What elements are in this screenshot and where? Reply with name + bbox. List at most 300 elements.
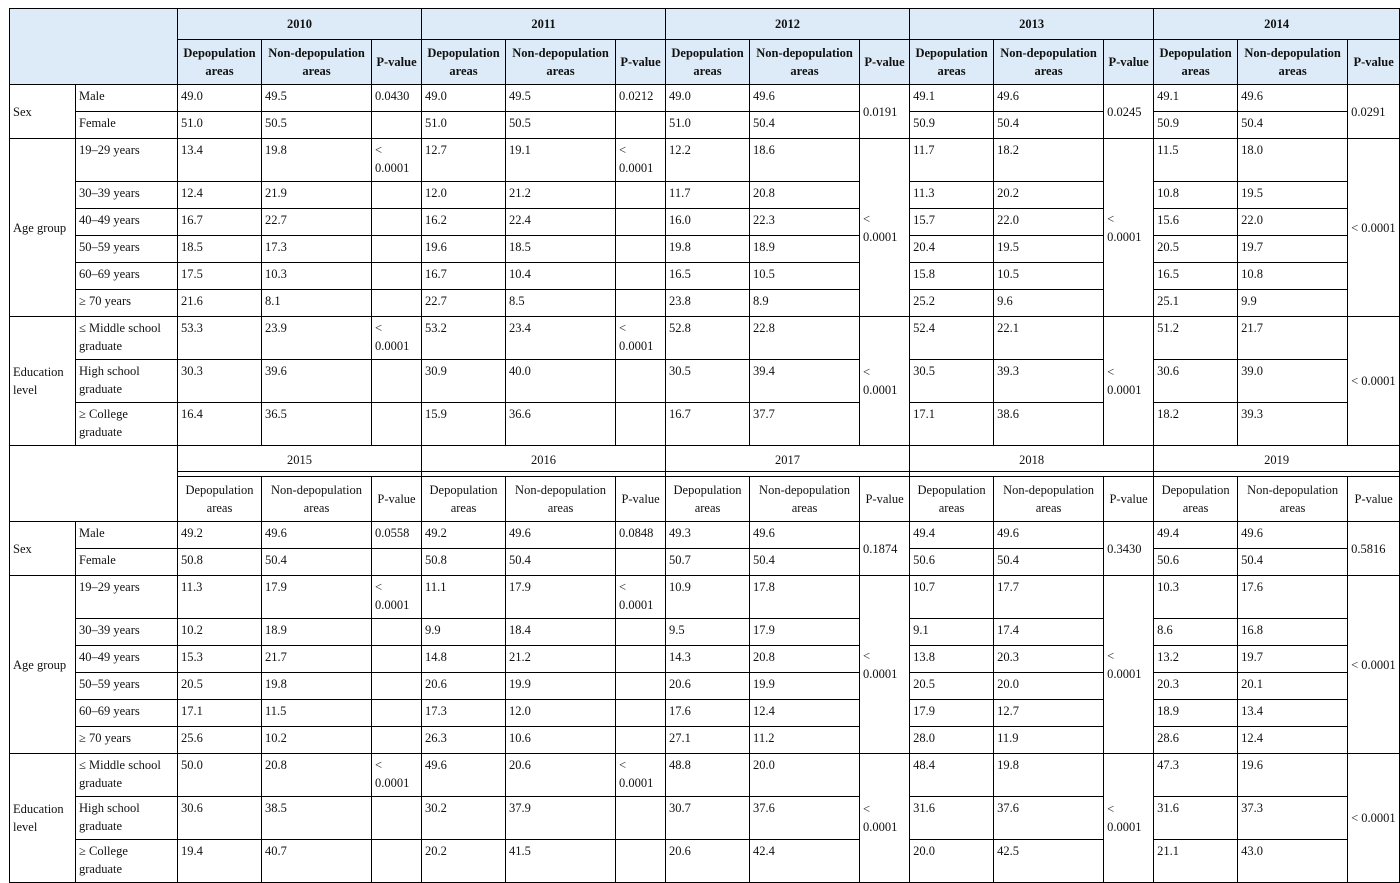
value-non-depopulation: 19.8 xyxy=(262,673,372,700)
col-header-non-depopulation: Non-depopulation areas xyxy=(750,477,860,522)
value-non-depopulation: 50.4 xyxy=(994,549,1104,576)
p-value-empty xyxy=(372,290,422,317)
value-depopulation: 53.2 xyxy=(422,317,506,360)
col-header-p-value: P-value xyxy=(860,40,910,85)
value-non-depopulation: 19.6 xyxy=(1238,754,1348,797)
value-depopulation: 20.2 xyxy=(422,840,506,883)
age-row-label: 60–69 years xyxy=(76,263,178,290)
value-depopulation: 11.7 xyxy=(910,139,994,182)
year-label: 2015 xyxy=(178,451,421,472)
p-value: 0.0430 xyxy=(372,85,422,112)
value-non-depopulation: 37.6 xyxy=(750,797,860,840)
p-value-empty xyxy=(616,727,666,754)
value-non-depopulation: 19.7 xyxy=(1238,646,1348,673)
value-depopulation: 19.4 xyxy=(178,840,262,883)
value-depopulation: 30.5 xyxy=(666,360,750,403)
edu-row-label: High school graduate xyxy=(76,797,178,840)
value-depopulation: 16.5 xyxy=(1154,263,1238,290)
corner-cell xyxy=(10,446,178,522)
year-label: 2016 xyxy=(422,451,665,472)
p-value: 0.1874 xyxy=(860,522,910,576)
table-row xyxy=(10,797,1400,840)
col-header-p-value: P-value xyxy=(1104,40,1154,85)
p-value-empty xyxy=(616,673,666,700)
value-depopulation: 13.4 xyxy=(178,139,262,182)
table-row xyxy=(10,236,1400,263)
table-row xyxy=(10,673,1400,700)
p-value-empty xyxy=(616,549,666,576)
table-row xyxy=(10,576,1400,619)
value-depopulation: 50.6 xyxy=(1154,549,1238,576)
col-header-non-depopulation: Non-depopulation areas xyxy=(506,40,616,85)
value-depopulation: 15.6 xyxy=(1154,209,1238,236)
value-depopulation: 51.0 xyxy=(422,112,506,139)
p-value-empty xyxy=(372,236,422,263)
value-non-depopulation: 10.3 xyxy=(262,263,372,290)
value-depopulation: 15.9 xyxy=(422,403,506,446)
value-non-depopulation: 21.7 xyxy=(262,646,372,673)
value-depopulation: 50.8 xyxy=(422,549,506,576)
value-depopulation: 10.9 xyxy=(666,576,750,619)
sex-row-label: Male xyxy=(76,522,178,549)
value-depopulation: 28.0 xyxy=(910,727,994,754)
table-row xyxy=(10,403,1400,446)
value-depopulation: 21.6 xyxy=(178,290,262,317)
value-non-depopulation: 17.9 xyxy=(262,576,372,619)
p-value-empty xyxy=(616,403,666,446)
p-value: < 0.0001 xyxy=(616,139,666,182)
value-non-depopulation: 18.6 xyxy=(750,139,860,182)
p-value: < 0.0001 xyxy=(1104,576,1154,754)
sex-group-label: Sex xyxy=(10,85,76,139)
value-depopulation: 48.4 xyxy=(910,754,994,797)
value-non-depopulation: 12.7 xyxy=(994,700,1104,727)
table-row xyxy=(10,446,1400,477)
col-header-p-value: P-value xyxy=(1348,477,1400,522)
value-non-depopulation: 21.9 xyxy=(262,182,372,209)
value-non-depopulation: 20.0 xyxy=(750,754,860,797)
value-non-depopulation: 42.4 xyxy=(750,840,860,883)
year-label: 2017 xyxy=(666,451,909,472)
value-depopulation: 9.9 xyxy=(422,619,506,646)
age-group-label: Age group xyxy=(10,139,76,317)
value-non-depopulation: 39.6 xyxy=(262,360,372,403)
p-value-empty xyxy=(372,727,422,754)
p-value: < 0.0001 xyxy=(860,576,910,754)
value-depopulation: 49.1 xyxy=(910,85,994,112)
value-depopulation: 17.3 xyxy=(422,700,506,727)
value-non-depopulation: 43.0 xyxy=(1238,840,1348,883)
table-row xyxy=(10,549,1400,576)
year-header xyxy=(666,446,910,477)
value-depopulation: 19.8 xyxy=(666,236,750,263)
value-depopulation: 49.1 xyxy=(1154,85,1238,112)
value-depopulation: 13.2 xyxy=(1154,646,1238,673)
value-depopulation: 50.0 xyxy=(178,754,262,797)
value-depopulation: 18.5 xyxy=(178,236,262,263)
value-depopulation: 20.0 xyxy=(910,840,994,883)
value-depopulation: 10.7 xyxy=(910,576,994,619)
value-depopulation: 49.2 xyxy=(178,522,262,549)
value-depopulation: 11.3 xyxy=(910,182,994,209)
value-depopulation: 49.4 xyxy=(1154,522,1238,549)
value-depopulation: 17.6 xyxy=(666,700,750,727)
col-header-non-depopulation: Non-depopulation areas xyxy=(994,40,1104,85)
col-header-depopulation: Depopulation areas xyxy=(666,40,750,85)
table-row xyxy=(10,522,1400,549)
value-depopulation: 31.6 xyxy=(910,797,994,840)
value-non-depopulation: 50.4 xyxy=(1238,549,1348,576)
table-row xyxy=(10,754,1400,797)
value-depopulation: 19.6 xyxy=(422,236,506,263)
value-non-depopulation: 20.8 xyxy=(750,182,860,209)
p-value: 0.0291 xyxy=(1348,85,1400,139)
value-depopulation: 10.2 xyxy=(178,619,262,646)
value-non-depopulation: 21.2 xyxy=(506,182,616,209)
value-depopulation: 15.7 xyxy=(910,209,994,236)
value-depopulation: 49.0 xyxy=(178,85,262,112)
col-header-non-depopulation: Non-depopulation areas xyxy=(262,477,372,522)
value-non-depopulation: 49.6 xyxy=(750,522,860,549)
value-non-depopulation: 12.0 xyxy=(506,700,616,727)
value-depopulation: 27.1 xyxy=(666,727,750,754)
value-non-depopulation: 18.9 xyxy=(262,619,372,646)
p-value-empty xyxy=(616,236,666,263)
corner-cell xyxy=(10,9,178,85)
p-value: < 0.0001 xyxy=(860,754,910,883)
p-value-empty xyxy=(372,112,422,139)
value-non-depopulation: 21.7 xyxy=(1238,317,1348,360)
p-value: 0.0212 xyxy=(616,85,666,112)
value-non-depopulation: 49.6 xyxy=(994,522,1104,549)
age-row-label: 40–49 years xyxy=(76,646,178,673)
value-depopulation: 11.7 xyxy=(666,182,750,209)
edu-group-label: Education level xyxy=(10,754,76,883)
year-header: 2013 xyxy=(910,9,1154,40)
p-value-empty xyxy=(372,182,422,209)
value-depopulation: 14.3 xyxy=(666,646,750,673)
year-header xyxy=(1154,446,1400,477)
age-row-label: 50–59 years xyxy=(76,673,178,700)
p-value: 0.0191 xyxy=(860,85,910,139)
value-non-depopulation: 18.0 xyxy=(1238,139,1348,182)
value-depopulation: 17.9 xyxy=(910,700,994,727)
value-non-depopulation: 37.3 xyxy=(1238,797,1348,840)
value-non-depopulation: 39.3 xyxy=(1238,403,1348,446)
value-non-depopulation: 21.2 xyxy=(506,646,616,673)
value-non-depopulation: 19.5 xyxy=(1238,182,1348,209)
value-depopulation: 30.6 xyxy=(178,797,262,840)
table-container xyxy=(9,8,1399,883)
p-value-empty xyxy=(372,549,422,576)
table-row xyxy=(10,727,1400,754)
p-value: < 0.0001 xyxy=(1348,754,1400,883)
value-depopulation: 50.9 xyxy=(910,112,994,139)
p-value: 0.0245 xyxy=(1104,85,1154,139)
value-non-depopulation: 22.1 xyxy=(994,317,1104,360)
p-value-empty xyxy=(372,619,422,646)
table-row xyxy=(10,112,1400,139)
value-depopulation: 14.8 xyxy=(422,646,506,673)
p-value: < 0.0001 xyxy=(372,317,422,360)
value-non-depopulation: 17.9 xyxy=(750,619,860,646)
p-value-empty xyxy=(372,840,422,883)
p-value: < 0.0001 xyxy=(1104,317,1154,446)
value-depopulation: 16.5 xyxy=(666,263,750,290)
value-depopulation: 16.7 xyxy=(178,209,262,236)
p-value-empty xyxy=(616,619,666,646)
col-header-depopulation: Depopulation areas xyxy=(178,477,262,522)
value-non-depopulation: 17.7 xyxy=(994,576,1104,619)
value-depopulation: 20.5 xyxy=(1154,236,1238,263)
value-depopulation: 52.8 xyxy=(666,317,750,360)
value-non-depopulation: 38.6 xyxy=(994,403,1104,446)
value-depopulation: 9.5 xyxy=(666,619,750,646)
value-depopulation: 50.6 xyxy=(910,549,994,576)
value-depopulation: 30.6 xyxy=(1154,360,1238,403)
edu-row-label: ≥ College graduate xyxy=(76,840,178,883)
value-depopulation: 18.2 xyxy=(1154,403,1238,446)
p-value: < 0.0001 xyxy=(1104,139,1154,317)
value-depopulation: 50.8 xyxy=(178,549,262,576)
value-non-depopulation: 50.4 xyxy=(750,112,860,139)
value-non-depopulation: 50.4 xyxy=(506,549,616,576)
value-depopulation: 49.4 xyxy=(910,522,994,549)
value-non-depopulation: 19.1 xyxy=(506,139,616,182)
value-non-depopulation: 20.6 xyxy=(506,754,616,797)
value-depopulation: 11.3 xyxy=(178,576,262,619)
value-non-depopulation: 20.2 xyxy=(994,182,1104,209)
edu-row-label: High school graduate xyxy=(76,360,178,403)
value-non-depopulation: 22.3 xyxy=(750,209,860,236)
table-row xyxy=(10,360,1400,403)
p-value: < 0.0001 xyxy=(372,576,422,619)
age-row-label: 60–69 years xyxy=(76,700,178,727)
col-header-non-depopulation: Non-depopulation areas xyxy=(262,40,372,85)
col-header-depopulation: Depopulation areas xyxy=(910,477,994,522)
value-depopulation: 30.7 xyxy=(666,797,750,840)
value-non-depopulation: 39.0 xyxy=(1238,360,1348,403)
p-value-empty xyxy=(372,797,422,840)
value-depopulation: 49.2 xyxy=(422,522,506,549)
value-non-depopulation: 50.4 xyxy=(994,112,1104,139)
value-depopulation: 49.3 xyxy=(666,522,750,549)
value-depopulation: 10.8 xyxy=(1154,182,1238,209)
p-value: < 0.0001 xyxy=(1348,576,1400,754)
value-depopulation: 10.3 xyxy=(1154,576,1238,619)
value-non-depopulation: 9.9 xyxy=(1238,290,1348,317)
value-depopulation: 12.7 xyxy=(422,139,506,182)
table-row xyxy=(10,85,1400,112)
p-value: < 0.0001 xyxy=(1348,317,1400,446)
col-header-depopulation: Depopulation areas xyxy=(666,477,750,522)
table-row xyxy=(10,700,1400,727)
p-value-empty xyxy=(372,263,422,290)
value-non-depopulation: 49.6 xyxy=(994,85,1104,112)
value-non-depopulation: 8.5 xyxy=(506,290,616,317)
value-non-depopulation: 9.6 xyxy=(994,290,1104,317)
value-non-depopulation: 23.9 xyxy=(262,317,372,360)
year-header: 2010 xyxy=(178,9,422,40)
value-non-depopulation: 19.8 xyxy=(994,754,1104,797)
p-value: < 0.0001 xyxy=(860,139,910,317)
col-header-p-value: P-value xyxy=(372,477,422,522)
value-non-depopulation: 22.0 xyxy=(1238,209,1348,236)
value-depopulation: 17.1 xyxy=(178,700,262,727)
col-header-depopulation: Depopulation areas xyxy=(1154,477,1238,522)
p-value-empty xyxy=(372,209,422,236)
value-depopulation: 49.6 xyxy=(422,754,506,797)
value-non-depopulation: 13.4 xyxy=(1238,700,1348,727)
value-depopulation: 25.1 xyxy=(1154,290,1238,317)
value-non-depopulation: 12.4 xyxy=(750,700,860,727)
p-value: 0.5816 xyxy=(1348,522,1400,576)
p-value: < 0.0001 xyxy=(372,139,422,182)
value-non-depopulation: 19.9 xyxy=(750,673,860,700)
edu-row-label: ≥ College graduate xyxy=(76,403,178,446)
value-non-depopulation: 18.4 xyxy=(506,619,616,646)
col-header-depopulation: Depopulation areas xyxy=(422,40,506,85)
value-non-depopulation: 16.8 xyxy=(1238,619,1348,646)
value-non-depopulation: 36.5 xyxy=(262,403,372,446)
col-header-depopulation: Depopulation areas xyxy=(1154,40,1238,85)
year-header xyxy=(422,446,666,477)
value-non-depopulation: 17.3 xyxy=(262,236,372,263)
demographics-table xyxy=(9,8,1400,883)
value-depopulation: 50.7 xyxy=(666,549,750,576)
value-depopulation: 16.0 xyxy=(666,209,750,236)
value-non-depopulation: 12.4 xyxy=(1238,727,1348,754)
value-non-depopulation: 42.5 xyxy=(994,840,1104,883)
value-non-depopulation: 38.5 xyxy=(262,797,372,840)
value-non-depopulation: 39.4 xyxy=(750,360,860,403)
year-header: 2011 xyxy=(422,9,666,40)
p-value-empty xyxy=(372,403,422,446)
p-value-empty xyxy=(372,360,422,403)
value-non-depopulation: 18.9 xyxy=(750,236,860,263)
value-non-depopulation: 50.4 xyxy=(262,549,372,576)
value-non-depopulation: 17.8 xyxy=(750,576,860,619)
year-header: 2014 xyxy=(1154,9,1400,40)
value-non-depopulation: 17.6 xyxy=(1238,576,1348,619)
year-label: 2019 xyxy=(1154,451,1399,472)
p-value-empty xyxy=(616,263,666,290)
col-header-non-depopulation: Non-depopulation areas xyxy=(506,477,616,522)
p-value-empty xyxy=(372,673,422,700)
p-value-empty xyxy=(616,182,666,209)
table-row xyxy=(10,290,1400,317)
value-depopulation: 47.3 xyxy=(1154,754,1238,797)
p-value-empty xyxy=(616,797,666,840)
value-non-depopulation: 10.6 xyxy=(506,727,616,754)
col-header-p-value: P-value xyxy=(372,40,422,85)
age-row-label: ≥ 70 years xyxy=(76,727,178,754)
col-header-p-value: P-value xyxy=(1348,40,1400,85)
p-value-empty xyxy=(616,360,666,403)
value-depopulation: 49.0 xyxy=(666,85,750,112)
value-non-depopulation: 8.9 xyxy=(750,290,860,317)
value-depopulation: 12.0 xyxy=(422,182,506,209)
value-depopulation: 30.5 xyxy=(910,360,994,403)
table-row xyxy=(10,646,1400,673)
col-header-non-depopulation: Non-depopulation areas xyxy=(994,477,1104,522)
p-value-empty xyxy=(616,700,666,727)
value-depopulation: 17.1 xyxy=(910,403,994,446)
col-header-p-value: P-value xyxy=(1104,477,1154,522)
p-value: < 0.0001 xyxy=(616,754,666,797)
value-non-depopulation: 11.5 xyxy=(262,700,372,727)
p-value-empty xyxy=(616,840,666,883)
value-depopulation: 20.4 xyxy=(910,236,994,263)
value-non-depopulation: 10.4 xyxy=(506,263,616,290)
value-depopulation: 52.4 xyxy=(910,317,994,360)
p-value: < 0.0001 xyxy=(372,754,422,797)
value-depopulation: 12.2 xyxy=(666,139,750,182)
value-depopulation: 16.7 xyxy=(422,263,506,290)
year-header xyxy=(178,446,422,477)
value-depopulation: 25.6 xyxy=(178,727,262,754)
sex-row-label: Male xyxy=(76,85,178,112)
p-value: < 0.0001 xyxy=(1348,139,1400,317)
value-depopulation: 20.5 xyxy=(910,673,994,700)
value-depopulation: 48.8 xyxy=(666,754,750,797)
p-value: < 0.0001 xyxy=(616,317,666,360)
value-non-depopulation: 50.5 xyxy=(262,112,372,139)
value-non-depopulation: 11.2 xyxy=(750,727,860,754)
col-header-depopulation: Depopulation areas xyxy=(910,40,994,85)
value-depopulation: 11.5 xyxy=(1154,139,1238,182)
col-header-non-depopulation: Non-depopulation areas xyxy=(750,40,860,85)
value-depopulation: 30.9 xyxy=(422,360,506,403)
value-depopulation: 51.2 xyxy=(1154,317,1238,360)
p-value-empty xyxy=(616,290,666,317)
value-non-depopulation: 19.9 xyxy=(506,673,616,700)
value-non-depopulation: 23.4 xyxy=(506,317,616,360)
age-row-label: 30–39 years xyxy=(76,619,178,646)
value-non-depopulation: 20.1 xyxy=(1238,673,1348,700)
value-non-depopulation: 18.2 xyxy=(994,139,1104,182)
value-depopulation: 50.9 xyxy=(1154,112,1238,139)
value-depopulation: 30.2 xyxy=(422,797,506,840)
value-non-depopulation: 22.7 xyxy=(262,209,372,236)
col-header-depopulation: Depopulation areas xyxy=(178,40,262,85)
table-row xyxy=(10,209,1400,236)
value-non-depopulation: 49.6 xyxy=(1238,522,1348,549)
age-row-label: ≥ 70 years xyxy=(76,290,178,317)
value-depopulation: 20.6 xyxy=(666,673,750,700)
value-non-depopulation: 20.3 xyxy=(994,646,1104,673)
table-row xyxy=(10,263,1400,290)
p-value: < 0.0001 xyxy=(616,576,666,619)
sex-row-label: Female xyxy=(76,549,178,576)
value-depopulation: 11.1 xyxy=(422,576,506,619)
value-depopulation: 16.2 xyxy=(422,209,506,236)
value-non-depopulation: 37.6 xyxy=(994,797,1104,840)
value-non-depopulation: 17.4 xyxy=(994,619,1104,646)
value-non-depopulation: 49.6 xyxy=(262,522,372,549)
value-non-depopulation: 20.8 xyxy=(262,754,372,797)
value-non-depopulation: 41.5 xyxy=(506,840,616,883)
edu-row-label: ≤ Middle school graduate xyxy=(76,754,178,797)
value-non-depopulation: 20.0 xyxy=(994,673,1104,700)
value-depopulation: 23.8 xyxy=(666,290,750,317)
value-non-depopulation: 10.8 xyxy=(1238,263,1348,290)
table-row xyxy=(10,477,1400,522)
col-header-non-depopulation: Non-depopulation areas xyxy=(1238,477,1348,522)
value-depopulation: 9.1 xyxy=(910,619,994,646)
value-non-depopulation: 49.5 xyxy=(506,85,616,112)
value-non-depopulation: 22.4 xyxy=(506,209,616,236)
